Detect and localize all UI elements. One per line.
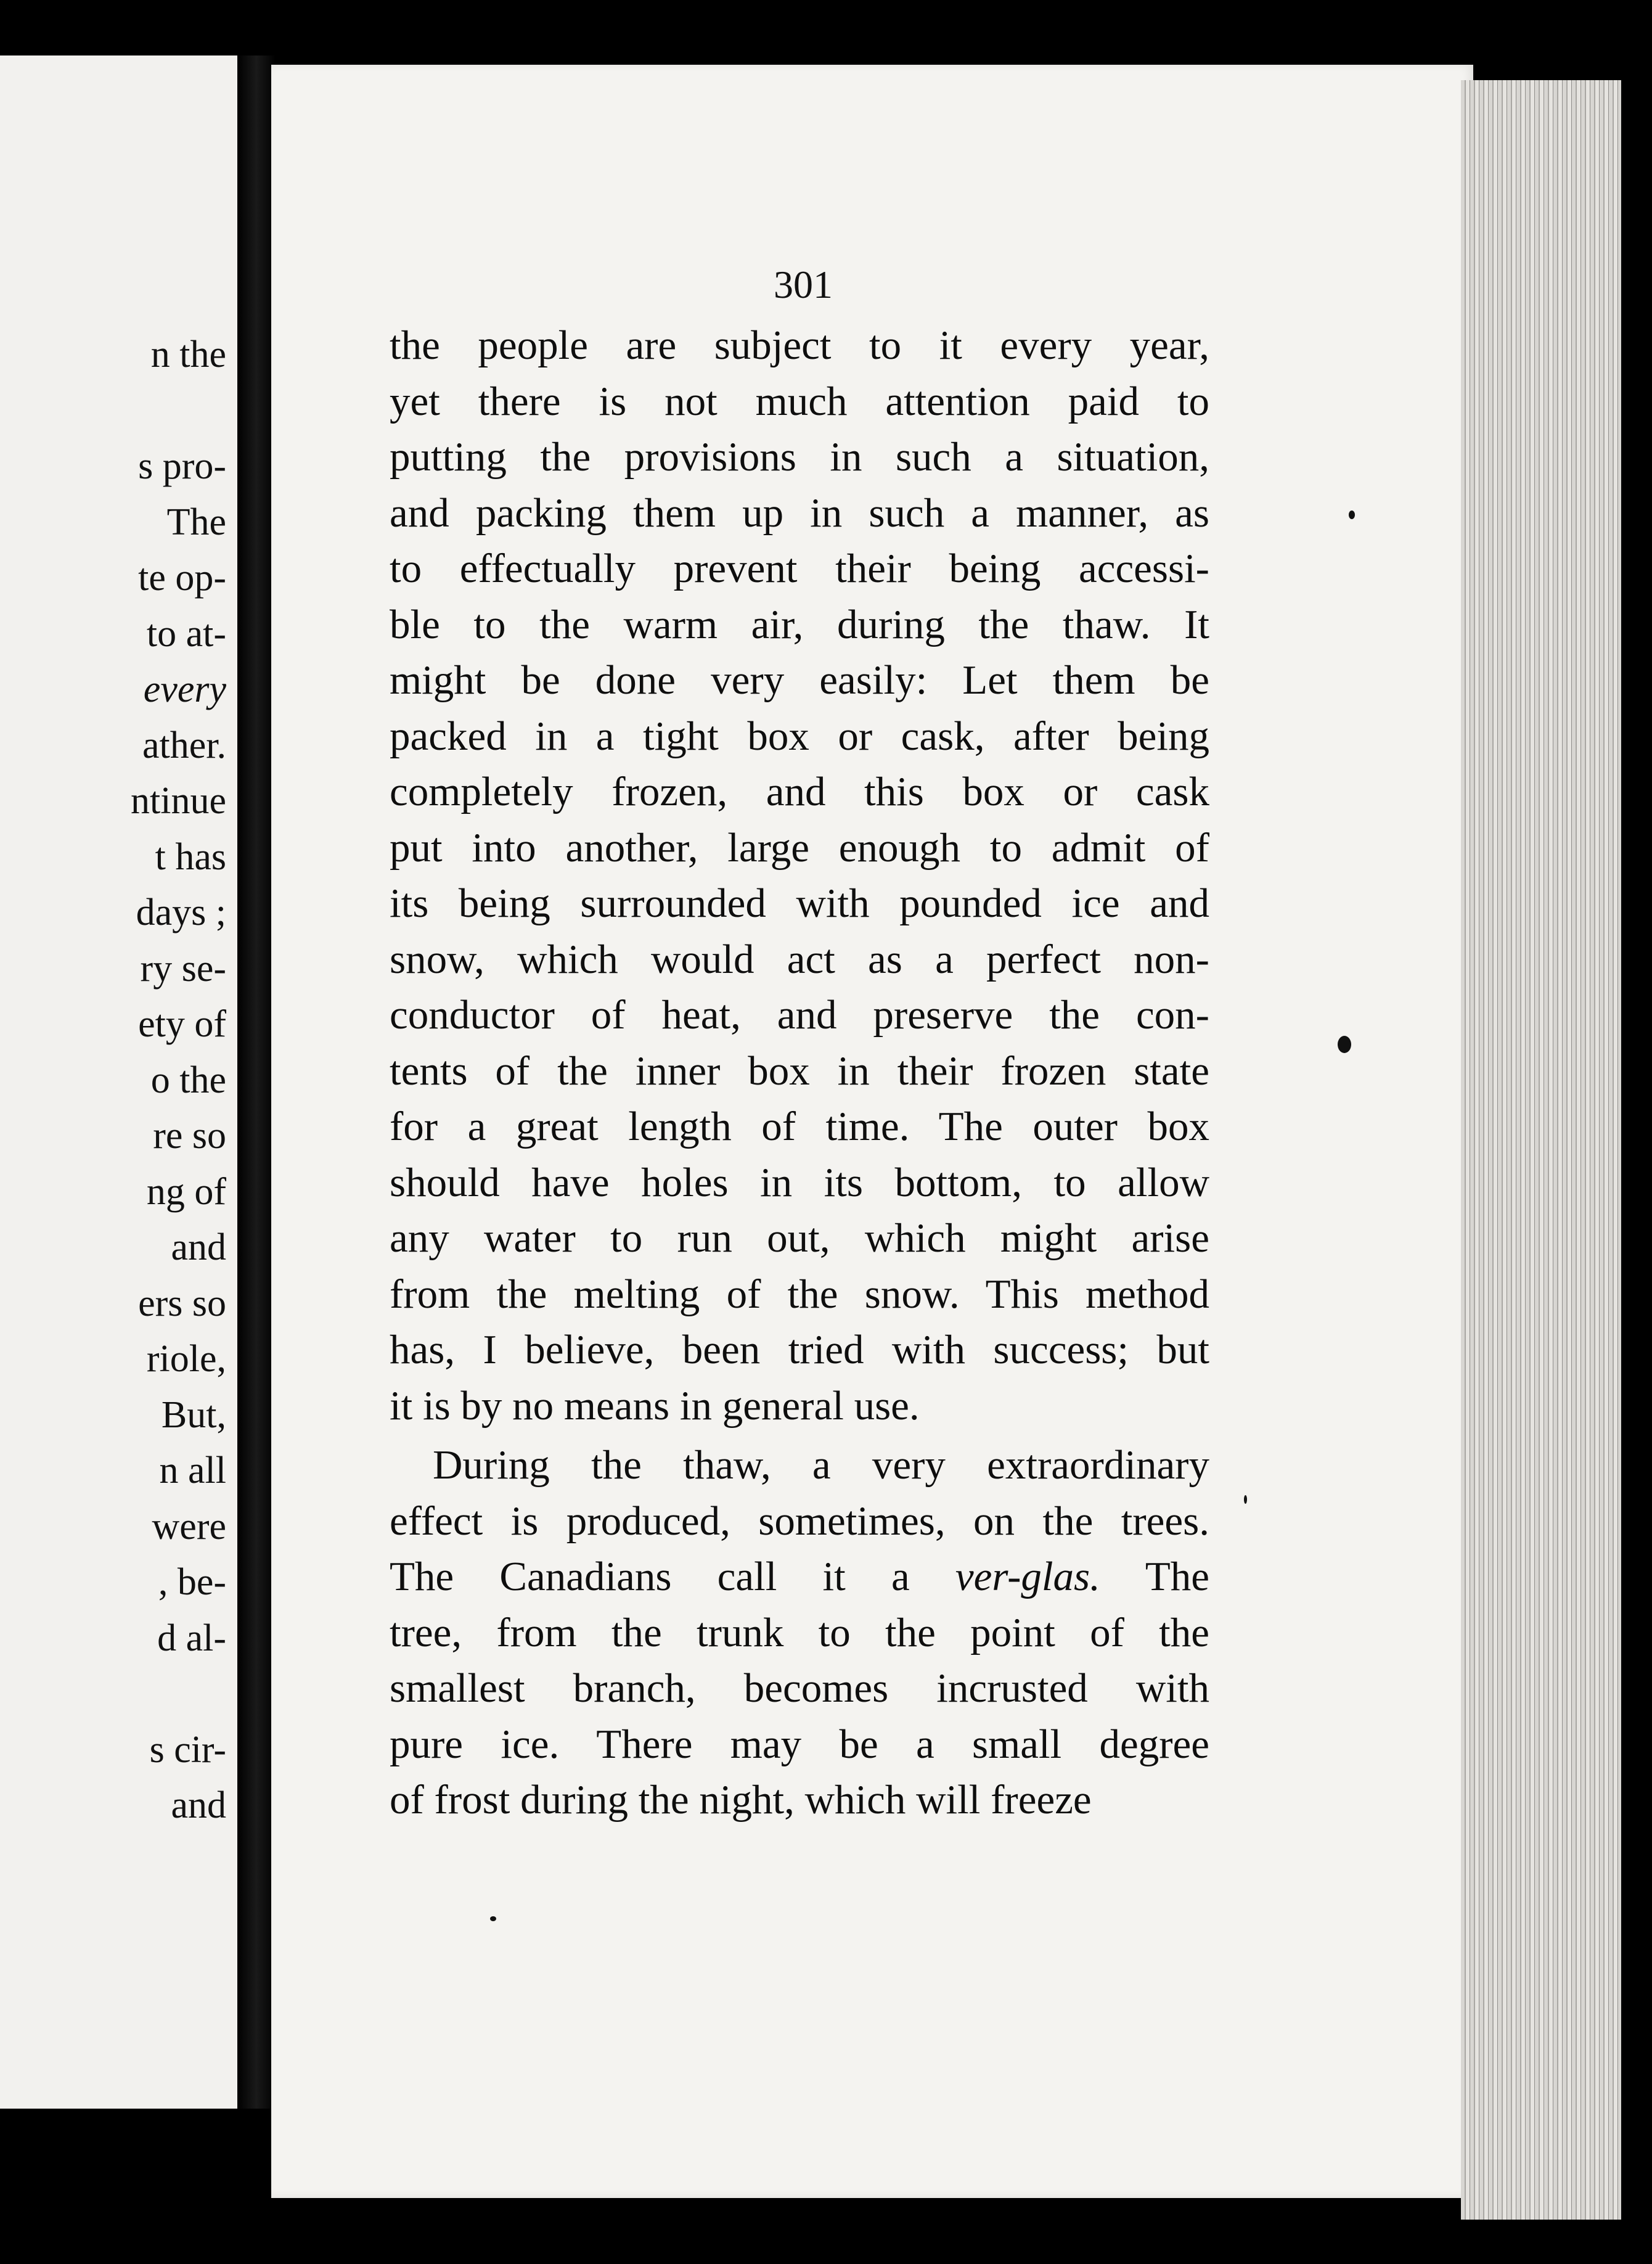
left-facing-page (0, 55, 237, 2109)
left-page-line: every (143, 668, 226, 710)
left-page-line: ather. (142, 724, 226, 766)
left-page-line: ry se- (140, 947, 226, 990)
book-gutter (237, 55, 276, 2109)
left-page-line: days ; (136, 892, 226, 933)
left-page-line: to at- (146, 612, 226, 655)
text-line: pure ice. There may be a small degree (390, 1721, 1209, 1767)
text-line: its being surrounded with pounded ice and (390, 880, 1209, 926)
ink-speck (1244, 1495, 1247, 1504)
left-page-text-fragments (0, 327, 226, 1834)
text-line: might be done very easily: Let them be (390, 657, 1209, 703)
text-line: from the melting of the snow. This method (390, 1271, 1209, 1317)
left-page-line: The (166, 501, 226, 543)
text-line: smallest branch, becomes incrusted with (390, 1665, 1209, 1711)
page-edges-stack (1461, 80, 1621, 2220)
left-page-line: d al- (157, 1617, 226, 1659)
left-page-line: and (171, 1784, 226, 1826)
left-page-line: n all (159, 1450, 226, 1491)
page-number: 301 (774, 263, 833, 306)
left-page-line: o the (150, 1059, 226, 1101)
left-page-line: and (171, 1226, 226, 1268)
text-line: any water to run out, which might arise (390, 1215, 1209, 1261)
text-line: has, I believe, been tried with success; but (390, 1327, 1209, 1372)
left-page-line: ers so (138, 1282, 226, 1324)
text-line: completely frozen, and this box or cask (390, 769, 1209, 814)
left-page-line: ng of (146, 1170, 226, 1213)
left-page-line: But, (161, 1393, 226, 1436)
paragraph-2 (390, 1437, 1209, 1828)
left-page-line: ntinue (131, 780, 226, 822)
text-line: and packing them up in such a manner, as (390, 490, 1209, 536)
left-page-line: t has (155, 835, 226, 878)
left-page-line: s cir- (149, 1728, 226, 1771)
text-line: ble to the warm air, during the thaw. It (390, 601, 1209, 647)
left-page-line: n the (150, 334, 226, 375)
text-line: it is by no means in general use. (390, 1382, 920, 1429)
italic-term: ver-glas. (955, 1554, 1100, 1599)
left-page-line (0, 383, 226, 439)
left-page-line: riole, (146, 1338, 226, 1380)
paragraph-1 (390, 318, 1209, 1433)
ink-speck (490, 1916, 496, 1921)
text-segment: The Canadians call it a (390, 1554, 955, 1599)
left-page-line: ety of (138, 1003, 226, 1045)
left-page-line: re so (153, 1115, 226, 1157)
text-line: to effectually prevent their being accessi- (390, 546, 1209, 591)
left-page-line: , be- (158, 1561, 226, 1603)
text-line (390, 1549, 1209, 1605)
text-line: should have holes in its bottom, to allow (390, 1159, 1209, 1205)
text-line: of frost during the night, which will freeze (390, 1777, 1092, 1823)
left-page-line: te op- (138, 557, 226, 599)
text-line: for a great length of time. The outer box (390, 1104, 1209, 1149)
text-segment: The (1100, 1554, 1209, 1599)
page-body-text (390, 318, 1209, 1828)
text-line: effect is produced, sometimes, on the trees. (390, 1498, 1209, 1544)
left-page-line: were (152, 1505, 226, 1548)
left-page-line (0, 1666, 226, 1722)
text-line: the people are subject to it every year, (390, 322, 1209, 368)
ink-speck (1349, 511, 1355, 519)
ink-speck (1338, 1036, 1351, 1053)
text-line: snow, which would act as a perfect non- (390, 936, 1209, 982)
text-line: tree, from the trunk to the point of the (390, 1609, 1209, 1655)
text-line: yet there is not much attention paid to (390, 378, 1209, 424)
text-line: put into another, large enough to admit of (390, 824, 1209, 871)
text-line: During the thaw, a very extraordinary (433, 1442, 1209, 1488)
text-line: conductor of heat, and preserve the con- (390, 992, 1209, 1038)
text-line: packed in a tight box or cask, after being (390, 713, 1209, 759)
text-line: tents of the inner box in their frozen state (390, 1048, 1209, 1094)
left-page-line: s pro- (138, 445, 226, 487)
text-line: putting the provisions in such a situation, (390, 434, 1209, 480)
